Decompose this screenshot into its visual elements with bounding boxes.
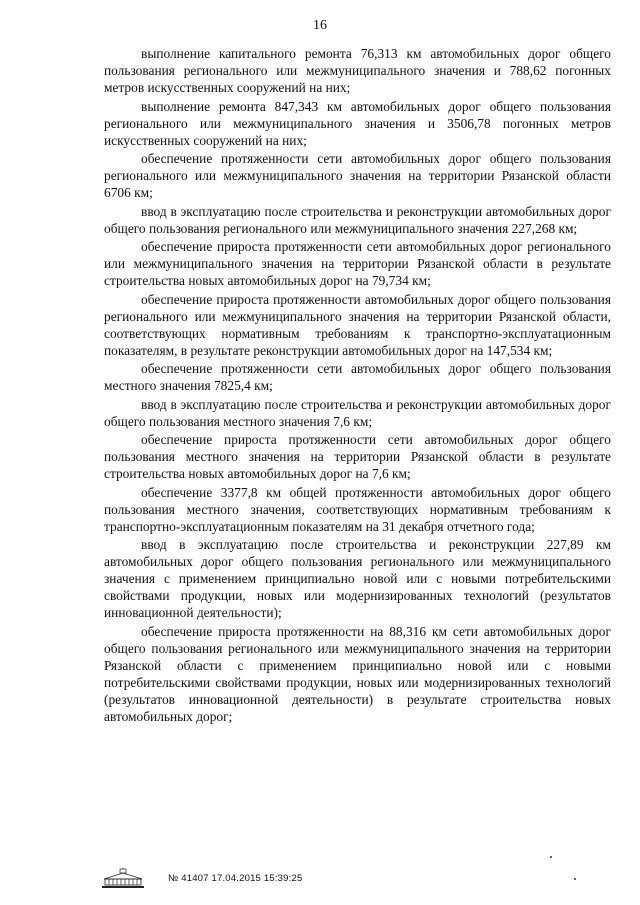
paragraph: обеспечение прироста протяженности на 88,316 км сети автомобильных дорог общего пользования регионального или межмуниципального значения на территории Рязанской области с применением принципиально новой или с новыми потребительскими свойствами продукции, новых или модернизированных технологий (результатов инновационной деятельности) в результате строительства новых автомобильных дорог; bbox=[104, 623, 611, 724]
paragraph: выполнение ремонта 847,343 км автомобильных дорог общего пользования регионального или межмуниципального значения и 3506,78 погонных метров искусственных сооружений на них; bbox=[104, 98, 611, 148]
page-number: 16 bbox=[313, 18, 327, 33]
paragraph: обеспечение прироста протяженности сети автомобильных дорог общего пользования местного значения на территории Рязанской области в результате строительства новых автомобильных дорог на 7,6 км; bbox=[104, 432, 611, 481]
footer bbox=[100, 868, 620, 892]
paragraph: ввод в эксплуатацию после строительства и реконструкции 227,89 км автомобильных дорог общего пользования регионального или межмуниципального значения с применением принципиально новой или с новыми потребительскими свойствами продукции, новых или модернизированных технологий (результатов инновационной деятельности); bbox=[104, 537, 611, 620]
scan-dot bbox=[574, 878, 576, 880]
paragraph: обеспечение протяженности сети автомобильных дорог общего пользования местного значения 7825,4 км; bbox=[104, 361, 611, 393]
paragraph: ввод в эксплуатацию после строительства и реконструкции автомобильных дорог общего пользования регионального или межмуниципального значения 227,268 км; bbox=[104, 203, 611, 236]
paragraph: обеспечение протяженности сети автомобильных дорог общего пользования регионального или межмуниципального значения на территории Рязанской области 6706 км; bbox=[104, 151, 611, 200]
body-text bbox=[104, 45, 611, 726]
paragraph: обеспечение прироста протяженности сети автомобильных дорог регионального или межмуниципального значения на территории Рязанской области в результате строительства новых автомобильных дорог на 79,734 км; bbox=[104, 239, 611, 288]
paragraph: ввод в эксплуатацию после строительства и реконструкции автомобильных дорог общего пользования местного значения 7,6 км; bbox=[104, 396, 611, 429]
scan-dot bbox=[550, 856, 552, 858]
paragraph: обеспечение прироста протяженности автомобильных дорог общего пользования регионального или межмуниципального значения на территории Рязанской области, соответствующих нормативным требованиям к транспортно-эксплуатационным показателям, в результате реконструкции автомобильных дорог на 147,534 км; bbox=[104, 291, 611, 358]
registration-stamp: № 41407 17.04.2015 15:39:25 bbox=[168, 873, 303, 884]
paragraph: обеспечение 3377,8 км общей протяженности автомобильных дорог общего пользования местного значения, соответствующих нормативным требованиям к транспортно-эксплуатационным показателям на 31 декабря отчетного года; bbox=[104, 484, 611, 534]
paragraph: выполнение капитального ремонта 76,313 км автомобильных дорог общего пользования регионального или межмуниципального значения и 788,62 погонных метров искусственных сооружений на них; bbox=[104, 46, 611, 95]
government-building-icon bbox=[100, 868, 146, 890]
